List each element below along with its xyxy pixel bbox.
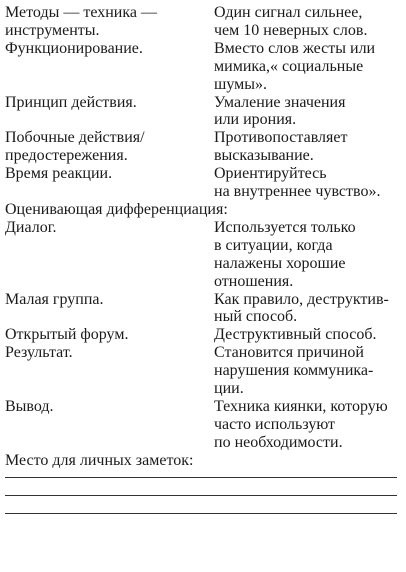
- row-label: Результат.: [5, 344, 73, 362]
- notes-lines: [5, 477, 402, 514]
- row-label: Вывод.: [5, 397, 54, 415]
- table-row: [5, 291, 402, 327]
- row-label: Малая группа.: [5, 290, 104, 308]
- row-value: Используется только в ситуации, когда налажены хорошие отношения.: [214, 218, 356, 290]
- row-value: Умаление значения или ирония.: [214, 93, 346, 129]
- row-value: Вместо слов жесты или мимика,« социальные шумы».: [214, 39, 376, 93]
- table-row: [5, 129, 402, 165]
- row-label: Побочные действия/ предостережения.: [5, 129, 145, 165]
- row-label: Методы — техника — инструменты.: [5, 4, 157, 39]
- row-value: Ориентируйтесь на внутреннее чувство».: [214, 165, 381, 201]
- note-line: [5, 477, 397, 478]
- table-row: [5, 40, 402, 94]
- row-label: Открытый форум.: [5, 326, 129, 344]
- note-line: [5, 495, 397, 496]
- row-value: Противопоставляет высказывание.: [214, 129, 348, 165]
- row-value: Как правило, деструктив- ный способ.: [214, 290, 389, 326]
- row-label: Время реакции.: [5, 165, 113, 183]
- table-row: [5, 326, 402, 344]
- table-row: [5, 94, 402, 130]
- row-label: Принцип действия.: [5, 93, 137, 111]
- row-value: Деструктивный способ.: [214, 326, 377, 344]
- row-label: Функционирование.: [5, 39, 143, 57]
- table-row: [5, 219, 402, 291]
- table-row: [5, 398, 402, 452]
- note-line: [5, 513, 397, 514]
- evaluation-heading: Оценивающая дифференциация:: [5, 200, 228, 218]
- document-page: [5, 4, 402, 531]
- row-value: Один сигнал сильнее, чем 10 неверных слов.: [214, 4, 368, 39]
- row-value: Становится причиной нарушения коммуника- ции.: [214, 344, 374, 398]
- row-label: Диалог.: [5, 218, 57, 236]
- table-row: [5, 165, 402, 201]
- table-row: [5, 4, 402, 40]
- notes-label: Место для личных заметок:: [5, 451, 194, 469]
- row-value: Техника киянки, которую часто используют по необходимости.: [214, 397, 388, 451]
- table-row: [5, 344, 402, 398]
